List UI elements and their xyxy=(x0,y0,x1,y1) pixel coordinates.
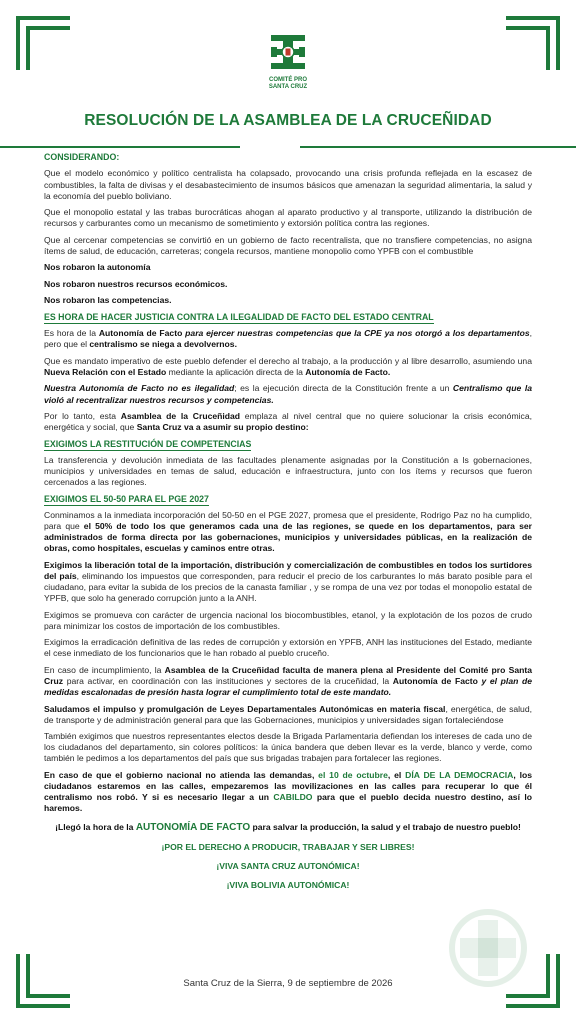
paragraph: También exigimos que nuestros representantes electos desde la Brigada Parlamentaria defiendan los intereses de cada uno de los ciudadanos del departamento, sin colores políticos: la única bandera que deben llevar es la verde, blanco y verde, como también le pedimos a los departamentos del país que sus brigadas trabajen para fortalecer las regiones. xyxy=(44,731,532,764)
paragraph: Exigimos la liberación total de la importación, distribución y comercialización de combustibles en todos los surtidores del país, eliminando los impuestos que corresponden, para reducir el precio de los carburantes lo más barato posible para el ciudadano, para evitar la subida de los precios de la canasta familiar , y se rompa de una vez por todas el monopolio estatal de YPFB, que solo ha generado corrupción junto a la ANH. xyxy=(44,559,533,604)
section-heading-pge: EXIGIMOS EL 50-50 PARA EL PGE 2027 xyxy=(44,493,209,504)
section-heading-justicia: ES HORA DE HACER JUSTICIA CONTRA LA ILEGALIDAD DE FACTO DEL ESTADO CENTRAL xyxy=(44,311,434,322)
paragraph: Que el modelo económico y político centralista ha colapsado, provocando una crisis profunda reflejada en la escasez de combustibles, la falta de divisas y el desabastecimiento de insumos básicos que amenazan la seguridad alimentaria, la salud y la economía del pueblo boliviano. xyxy=(44,168,532,201)
document-title: RESOLUCIÓN DE LA ASAMBLEA DE LA CRUCEÑIDAD xyxy=(84,112,492,129)
cross-emblem-icon xyxy=(268,32,308,72)
slogan: ¡POR EL DERECHO A PRODUCIR, TRABAJAR Y SER LIBRES! xyxy=(161,842,415,853)
paragraph: Saludamos el impulso y promulgación de Leyes Departamentales Autonómicas en materia fiscal, energética, de salud, de transporte y de administración general para que las Gobernaciones, municipios y universidades sigan fortaleciéndose xyxy=(44,703,532,725)
logo-text-line1: COMITÉ PRO xyxy=(268,77,307,83)
paragraph: Conminamos a la inmediata incorporación del 50-50 en el PGE 2027, promesa que el presidente, Rodrigo Paz no ha cumplido, para que el 50% de todo los que generamos cada una de las regiones, se quede en los departamentos, para ser administrados de forma directa por las gobernaciones, municipios y universidades públicas, en la realización de obras, como hospitales, escuelas y caminos entre otras. xyxy=(44,510,532,554)
header xyxy=(0,32,576,93)
section-heading-considerando: CONSIDERANDO: xyxy=(44,152,120,162)
cross-watermark-icon xyxy=(448,908,528,988)
slogan: ¡VIVA SANTA CRUZ AUTONÓMICA! xyxy=(216,861,360,872)
paragraph: En caso de incumplimiento, la Asamblea de la Cruceñidad faculta de manera plena al Presidente del Comité pro Santa Cruz para activar, en coordinación con las instituciones y sectores de la cruceñidad, la Autonomía de Facto y el plan de medidas escalonadas de presión hasta lograr el cumplimiento total de este mandato. xyxy=(44,664,532,698)
statement: Nos robaron nuestros recursos económicos. xyxy=(44,278,228,289)
paragraph: Que al cercenar competencias se convirtió en un gobierno de facto recentralista, que no transfiere competencias, no asigna ítems de salud, de educación, carreteras; congela recursos, mantiene monopolio como YPFB con el combustible xyxy=(44,234,532,256)
comite-logo xyxy=(268,32,308,91)
paragraph: Nuestra Autonomía de Facto no es ilegalidad; es la ejecución directa de la Constitución frente a un Centralismo que la violó al recentralizar nuestros recursos y competencias. xyxy=(44,383,533,405)
statement: Nos robaron las competencias. xyxy=(44,295,172,306)
resolution-body xyxy=(44,152,532,900)
slogan: ¡VIVA BOLIVIA AUTONÓMICA! xyxy=(226,880,350,891)
title-divider-left xyxy=(0,146,240,148)
paragraph: Es hora de la Autonomía de Facto para ejercer nuestras competencias que la CPE ya nos otorgó a los departamentos, pero que el centralismo se niega a devolvernos. xyxy=(44,328,533,350)
statement: Nos robaron la autonomía xyxy=(44,262,151,273)
document-date: Santa Cruz de la Sierra, 9 de septiembre de 2026 xyxy=(183,978,393,989)
section-heading-restitucion: EXIGIMOS LA RESTITUCIÓN DE COMPETENCIAS xyxy=(44,438,252,449)
title-divider-right xyxy=(300,146,576,148)
paragraph: La transferencia y devolución inmediata de las facultades plenamente asignadas por la Constitución a ls gobernaciones, municipios y universidades en temas de salud, educación e infraestructura, junto con los ítems y recursos que fueron cercenados a las regiones. xyxy=(44,455,532,488)
paragraph: Exigimos la erradicación definitiva de las redes de corrupción y extorsión en YPFB, ANH las instituciones del Estado, mediante el cese inmediato de los funcionarios que le han robado al pueblo cruceño. xyxy=(44,637,532,659)
paragraph: Por lo tanto, esta Asamblea de la Cruceñidad emplaza al nivel central que no quiere solucionar la crisis económica, energética y social, que Santa Cruz va a asumir su propio destino: xyxy=(44,410,532,433)
paragraph: Que el monopolio estatal y las trabas burocráticas ahogan al aparato productivo y al transporte, utilizando la distribución de recursos y carburantes como un mecanismo de sometimiento y extorsión política contra las regiones. xyxy=(44,207,532,229)
slogans xyxy=(44,842,532,891)
closing-line: ¡Llegó la hora de la AUTONOMÍA DE FACTO para salvar la producción, la salud y el trabajo de nuestro pueblo! xyxy=(55,822,521,834)
paragraph: Exigimos se promueva con carácter de urgencia nacional los biocombustibles, etanol, y la explotación de los pozos de crudo para minimizar los costos de importación de los combustibles. xyxy=(44,609,532,631)
paragraph: En caso de que el gobierno nacional no atienda las demandas, el 10 de octubre, el DÍA DE LA DEMOCRACIA, los ciudadanos estaremos en las calles, empezaremos las movilizaciones en las calles para recuperar lo que él centralismo nos robó. Y si es necesario llegar a un CABILDO para que el pueblo decida nuestro destino, así lo haremos. xyxy=(44,769,533,814)
paragraph: Que es mandato imperativo de este pueblo defender el derecho al trabajo, a la producción y al libre desarrollo, asumiendo una Nueva Relación con el Estado mediante la aplicación directa de la Autonomía de Facto. xyxy=(44,355,532,377)
logo-text-line2: SANTA CRUZ xyxy=(268,84,308,90)
